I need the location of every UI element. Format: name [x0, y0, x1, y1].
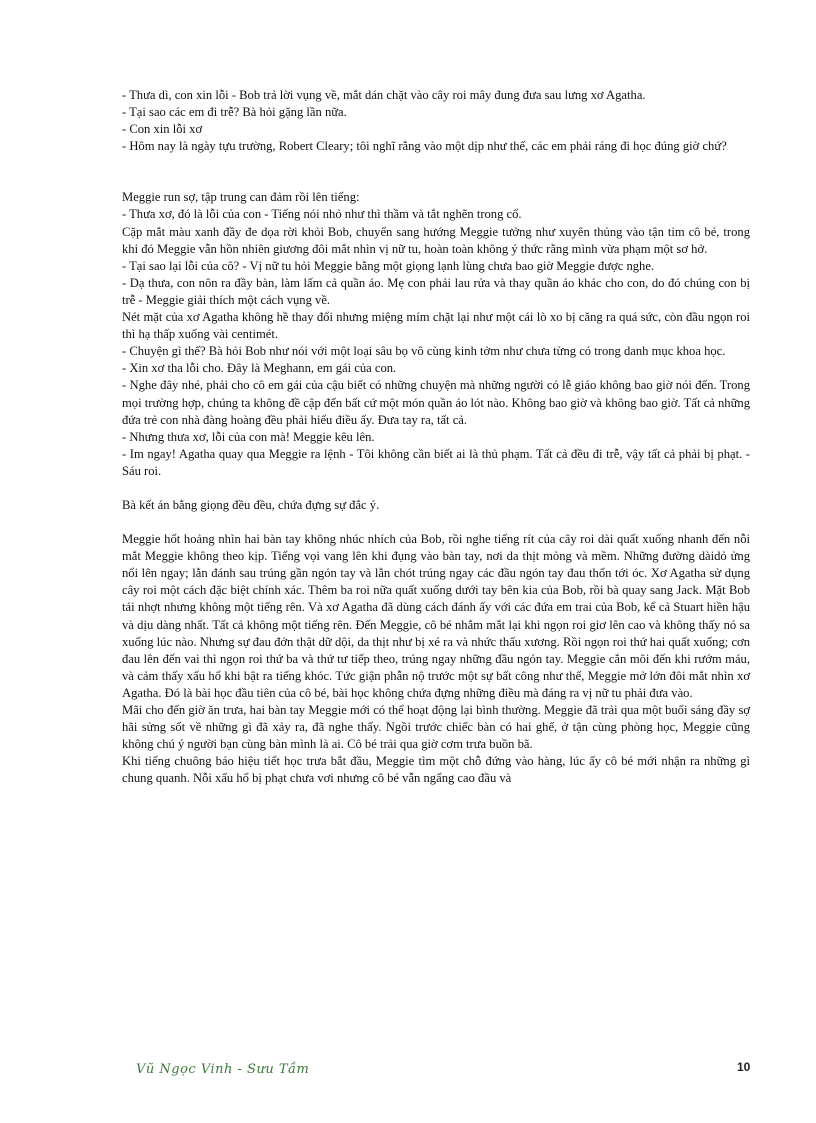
section-a — [122, 87, 750, 155]
paragraph: - Nhưng thưa xơ, lỗi của con mà! Meggie kêu lên. — [122, 429, 375, 444]
page-body — [122, 87, 750, 787]
footer-credit: Vũ Ngọc Vinh - Sưu Tầm — [136, 1062, 310, 1077]
paragraph: - Dạ thưa, con nôn ra đầy bàn, làm lấm cả quần áo. Mẹ con phải lau rửa và thay quần áo khác cho con, do đó chúng con bị trễ - Meggie giải thích một cách vụng về. — [122, 275, 750, 307]
paragraph: Bà kết án bằng giọng đều đều, chứa đựng sự đắc ý. — [122, 497, 380, 512]
paragraph: - Chuyện gì thế? Bà hỏi Bob như nói với một loại sâu bọ vô cùng kinh tởm như chưa từng có trong danh mục khoa học. — [122, 344, 726, 359]
paragraph: Meggie hốt hoảng nhìn hai bàn tay không nhúc nhích của Bob, rồi nghe tiếng rít của cây roi dài quất xuống nhanh đến nỗi mắt Meggie không theo kịp. Tiếng vọi vang lên khi đụng vào bàn tay, nơi da thịt mỏng và mềm. Những đường dàidỏ ửng nổi lên ngay; lằn đánh sau trúng gần ngón tay và lằn chót trúng ngay các đầu ngón tay đau thốn tới óc. Xơ Agatha sử dụng cây roi một cách đặc biệt chính xác. Thêm ba roi nữa quất xuống dưới tay bên kia của Bob, rồi bà quay sang Jack. Mặt Bob tái nhợt nhưng không một tiếng rên. Và xơ Agatha đã dùng cách đánh ấy với các đứa em trai của Bob, kể cả Stuart hiền hậu và dịu dàng nhất. Tất cả không một tiếng rên. Đến Meggie, cô bé nhắm mắt lại khi ngọn roi giơ lên cao và không thấy nó sa xuống lúc nào. Nhưng sự đau đớn thật dữ dội, da thịt như bị xé ra và nhức thấu xương. Rồi ngọn roi thứ hai quất xuống; cơn đau lên đến vai thì ngọn roi thứ ba và thứ tư tiếp theo, trúng ngay những đầu ngón tay. Meggie cắn môi đến khi rướm máu, và cảm thấy xấu hổ khi bật ra tiếng khóc. Tức giận phẫn nộ trước một sự bất công như thế, Meggie mở lớn đôi mắt nhìn xơ Agatha. Đó là bài học đầu tiên của cô bé, bài học không chứa đựng những điều mà đáng ra vị nữ tu phải đưa vào. — [122, 532, 750, 700]
section-d — [122, 531, 750, 787]
paragraph: - Tại sao các em đi trễ? Bà hỏi gặng lần nữa. — [122, 105, 347, 120]
spacer — [122, 155, 750, 189]
page-number: 10 — [737, 1060, 751, 1074]
paragraph: Meggie run sợ, tập trung can đảm rồi lên tiếng: — [122, 190, 360, 205]
spacer — [122, 514, 750, 531]
paragraph: - Con xin lỗi xơ — [122, 122, 203, 137]
paragraph: - Thưa dì, con xin lỗi - Bob trả lời vụng về, mắt dán chặt vào cây roi mây đung đưa sau lưng xơ Agatha. — [122, 88, 646, 102]
paragraph: - Xin xơ tha lỗi cho. Đây là Meghann, em gái của con. — [122, 361, 397, 376]
paragraph: Cặp mắt màu xanh đầy đe dọa rời khỏi Bob, chuyển sang hướng Meggie tưởng như xuyên thủng vào tận tim cô bé, trong khi đó Meggie vẫn hồn nhiên giương đôi mắt nhìn vị nữ tu, hoàn toàn không ý thức rằng mình vừa phạm một sơ hở. — [122, 224, 750, 256]
paragraph: - Nghe đây nhé, phải cho cô em gái của cậu biết có những chuyện mà những người có lễ giáo không bao giờ nói đến. Trong mọi trường hợp, chúng ta không đề cập đến bất cứ một món quần áo lót nào. Không bao giờ và không bao giờ. Tất cả những đứa trẻ con nhà đàng hoàng đều phải hiểu điều ấy. Đưa tay ra, tất cả. — [122, 378, 750, 427]
paragraph: - Thưa xơ, đó là lỗi của con - Tiếng nói nhỏ như thì thầm và tắt nghẽn trong cổ. — [122, 207, 522, 222]
paragraph: - Tại sao lại lỗi của cô? - Vị nữ tu hỏi Meggie bằng một giọng lạnh lùng chưa bao giờ Meggie được nghe. — [122, 258, 655, 273]
section-b — [122, 189, 750, 480]
spacer — [122, 480, 750, 497]
paragraph: Mãi cho đến giờ ăn trưa, hai bàn tay Meggie mới có thể hoạt động lại bình thường. Meggie đã trải qua một buổi sáng đầy sợ hãi sửng sốt về những gì đã xảy ra, đã nghe thấy. Ngồi trước chiếc bàn có hai ghế, ở tận cùng phòng học, Meggie cũng không chú ý người bạn cùng bàn mình là ai. Cô bé trải qua giờ cơm trưa buồn bã. — [122, 703, 750, 752]
paragraph: - Hôm nay là ngày tựu trường, Robert Cleary; tôi nghĩ rằng vào một dịp như thế, các em phải ráng đi học đúng giờ chứ? — [122, 139, 727, 154]
paragraph: Khi tiếng chuông báo hiệu tiết học trưa bắt đầu, Meggie tìm một chỗ đứng vào hàng, lúc ấy cô bé mới nhận ra những gì chung quanh. Nỗi xấu hổ bị phạt chưa vơi nhưng cô bé vẫn ngẩng cao đầu và — [122, 754, 750, 786]
paragraph: Nét mặt của xơ Agatha không hề thay đổi nhưng miệng mím chặt lại như một cái lò xo bị căng ra quá sức, còn đầu ngọn roi thì hạ thấp xuống vài centimét. — [122, 310, 750, 342]
paragraph: - Im ngay! Agatha quay qua Meggie ra lệnh - Tôi không cần biết ai là thủ phạm. Tất cả đều đi trễ, vậy tất cả phải bị phạt. - Sáu roi. — [122, 446, 750, 478]
section-c — [122, 497, 750, 514]
